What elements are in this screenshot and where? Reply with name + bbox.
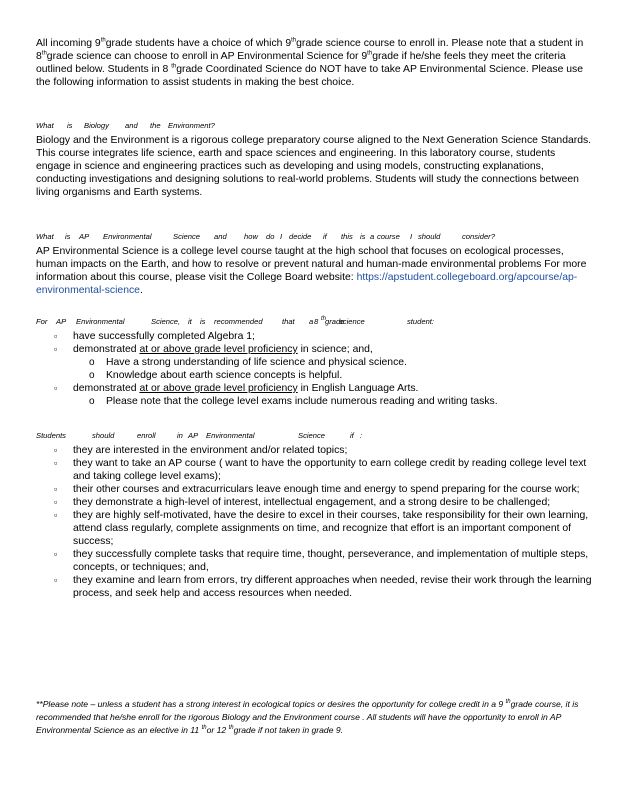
enrollment-criteria-list <box>36 444 592 600</box>
circle-bullet-icon: o <box>89 357 95 368</box>
square-bullet-icon: ▫ <box>54 344 58 354</box>
list-item: ▫ have successfully completed Algebra 1; <box>54 331 255 342</box>
list-item: ▫ they successfully complete tasks that require time, thought, perseverance, and implementation of multiple steps, concepts, or techniques; and, <box>54 549 589 573</box>
square-bullet-icon: ▫ <box>54 497 58 507</box>
list-item: ▫ their other courses and extracurriculars leave enough time and energy to spend preparing for the course work; <box>54 484 580 495</box>
list-item: ▫ they want to take an AP course ( want to have the opportunity to earn college credit by reading college level text and taking college level exams); <box>54 458 587 482</box>
circle-bullet-icon: o <box>89 396 95 407</box>
list-item: ▫ they demonstrate a high-level of interest, intellectual engagement, and a strong desire to be challenged; <box>54 497 551 508</box>
recommendation-list <box>36 330 592 408</box>
college-board-link[interactable]: https://apstudent.collegeboard.org/apcourse/ap-environmental-science <box>36 272 578 296</box>
section-heading-biology: What is Biology and the Environment? <box>36 121 215 130</box>
square-bullet-icon: ▫ <box>54 575 58 585</box>
ap-env-science-description: AP Environmental Science is a college level course taught at the high school that focuses on ecological processes, human impacts on the Earth, and how to resolve or prevent natural and human-made environmental problems For more information about this course, please visit the College Board website: https://apstudent.collegeboard.org/apcourse/ap-environmental-science. <box>36 246 587 296</box>
list-item: ▫ they examine and learn from errors, try different approaches when needed, revise their work through the learning process, and seek help and access resources when needed. <box>54 575 592 599</box>
section-heading-recommendation: For AP Environmental Science, it is recommended that a8 $^{th}$gradescience student: <box>36 316 435 326</box>
circle-bullet-icon: o <box>89 370 95 381</box>
square-bullet-icon: ▫ <box>54 510 58 520</box>
list-item: ▫ they are interested in the environment and/or related topics; <box>54 445 348 456</box>
square-bullet-icon: ▫ <box>54 445 58 455</box>
footnote: **Please note – unless a student has a strong interest in ecological topics or desires the opportunity for college credit in a 9 $^{th}$grade course, it is recommended that he/she enroll for the rigorous Biology and the Environment course . All students will have the opportunity to enroll in AP Environmental Science as an elective in 11 $^{th}$or 12 $^{th}$grade if not taken in grade 9. <box>36 699 579 735</box>
square-bullet-icon: ▫ <box>54 331 58 341</box>
list-item: ▫ demonstrated at or above grade level proficiency in science; and, o Have a strong understanding of life science and physical science. o Knowledge about earth science concepts is helpful. <box>36 343 592 382</box>
list-item: ▫ demonstrated at or above grade level proficiency in English Language Arts. o Please note that the college level exams include numerous reading and writing tasks. <box>36 382 592 408</box>
sub-list-item: o Please note that the college level exams include numerous reading and writing tasks. <box>89 396 498 407</box>
sub-list-item: o Knowledge about earth science concepts is helpful. <box>89 370 343 381</box>
list-item: ▫ they are highly self-motivated, have the desire to excel in their courses, take responsibility for their own learning, attend class regularly, complete assignments on time, and recognize that effort is an important component of success; <box>54 510 589 547</box>
sub-list-item: o Have a strong understanding of life science and physical science. <box>89 357 407 368</box>
section-heading-ap-env-science: What is AP Environmental Science and how do I decide if this is a course I should consider? <box>36 232 495 241</box>
intro-paragraph: All incoming 9thgrade students have a choice of which 9thgrade science course to enroll in. Please note that a student in 8thgrade science can choose to enroll in AP Environmental Science for 9thgrade if he/she feels they meet the criteria outlined below. Students in 8 $^{th}$grade Coordinated Science do NOT have to take AP Environmental Science. Please use the following information to assist students in making the best choice. <box>36 37 584 88</box>
square-bullet-icon: ▫ <box>54 549 58 559</box>
biology-description: Biology and the Environment is a rigorous college preparatory course aligned to the Next Generation Science Standards. This course integrates life science, earth and space sciences and engineering. In this laboratory course, students engage in science and engineering practices such as developing and using models, constructing explanations, conducting investigations and designing solutions to real-world problems. Students will study the connections between living organisms and Earth systems. <box>36 135 592 198</box>
square-bullet-icon: ▫ <box>54 484 58 494</box>
section-heading-students-should-enroll: Students should enroll in AP Environmental Science if : <box>36 431 363 440</box>
square-bullet-icon: ▫ <box>54 383 58 393</box>
square-bullet-icon: ▫ <box>54 458 58 468</box>
